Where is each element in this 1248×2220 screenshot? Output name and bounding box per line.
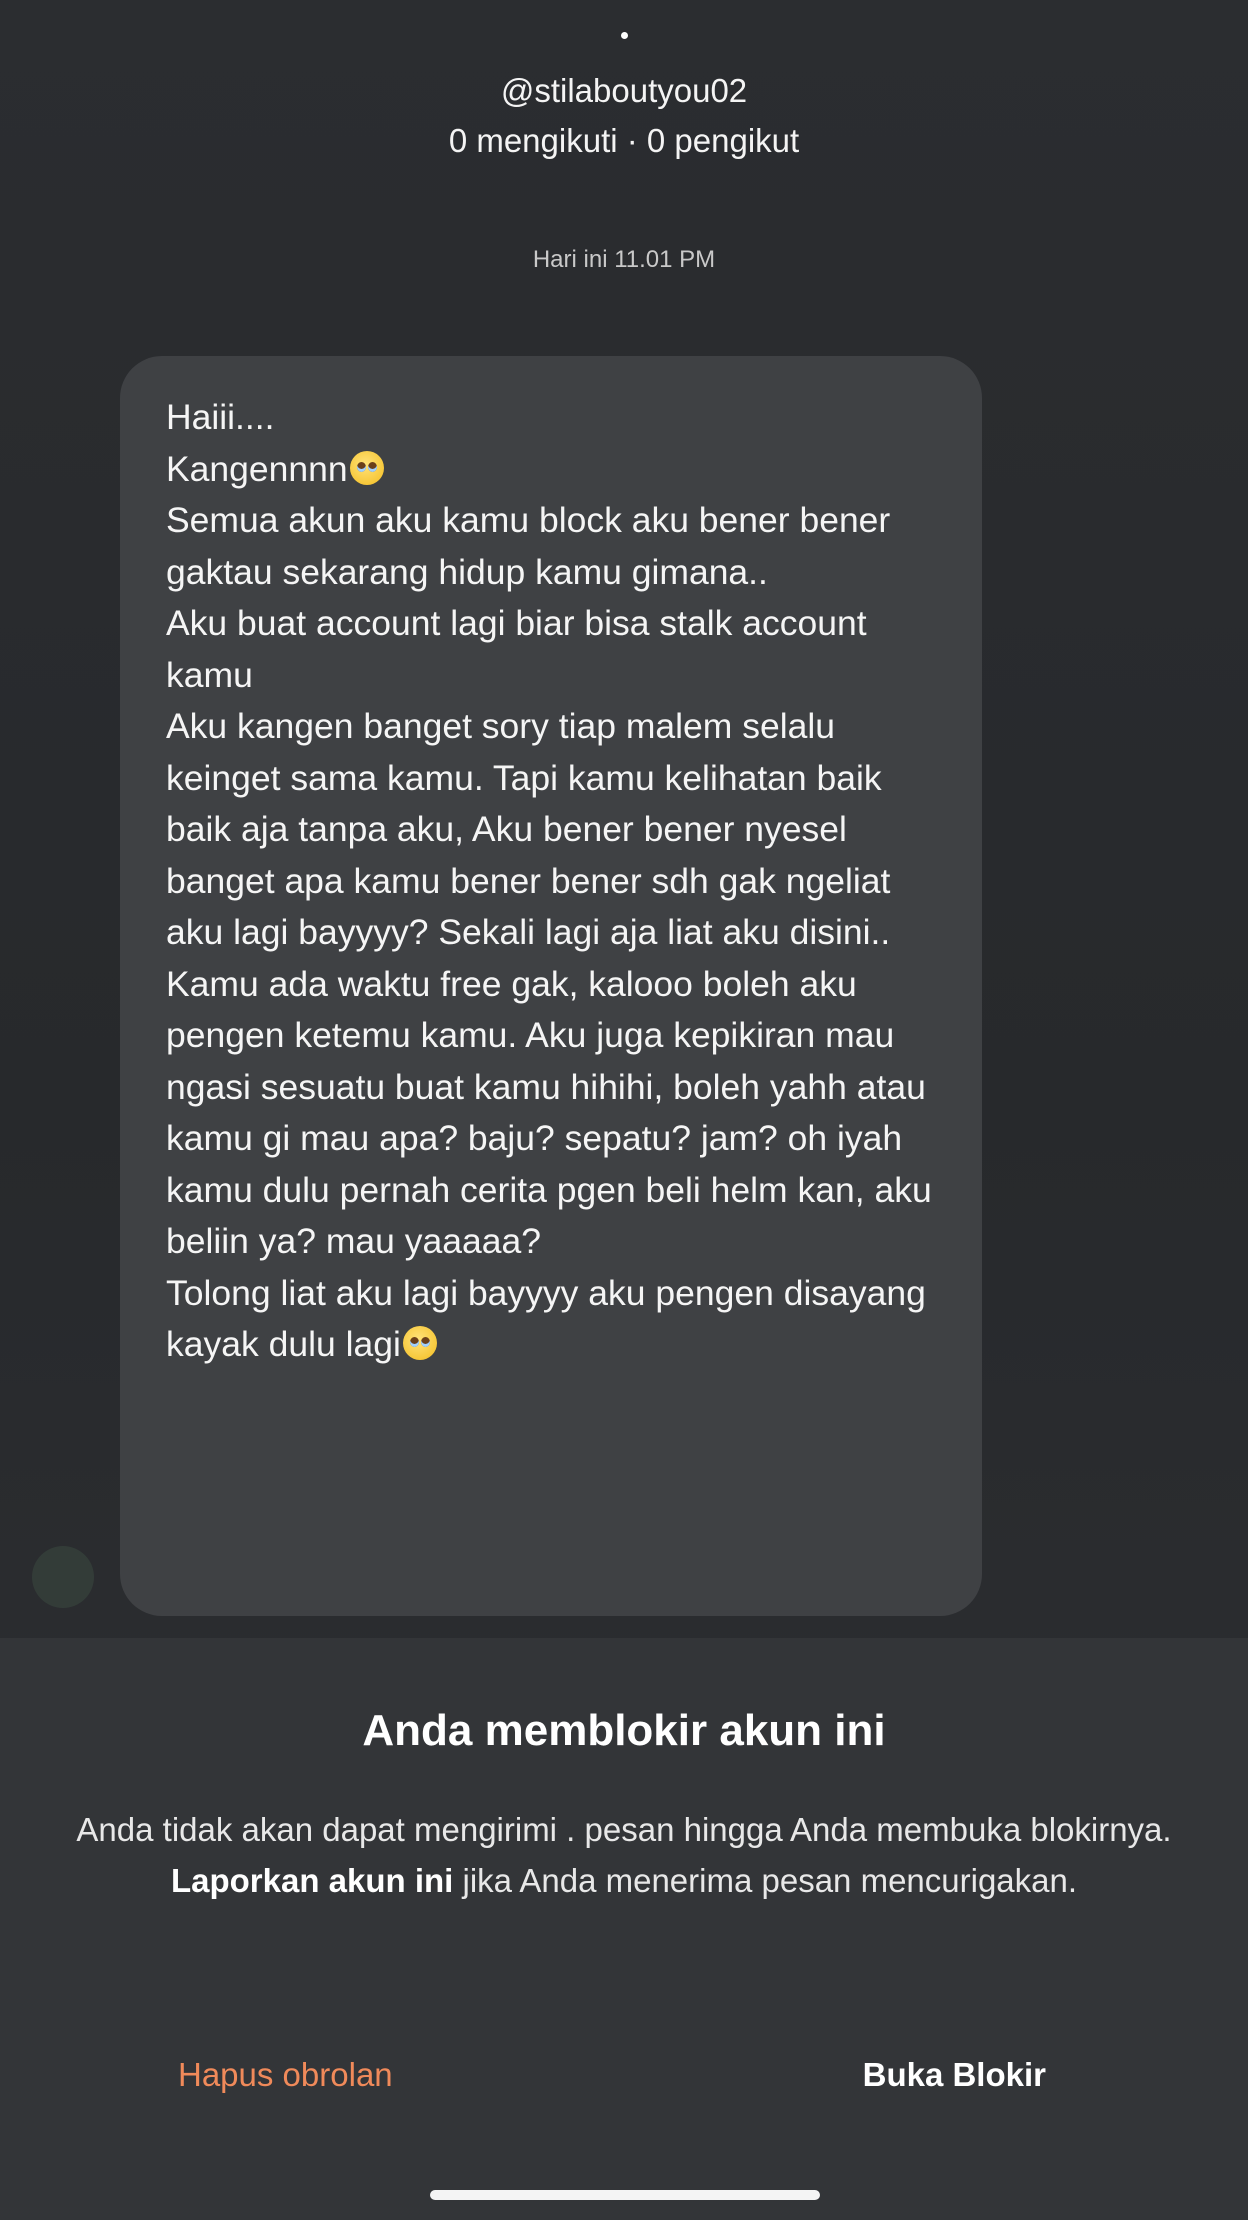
message-line-5: Aku kangen banget sory tiap malem selalu keinget sama kamu. Tapi kamu kelihatan baik baik aja tanpa aku, Aku bener bener nyesel banget apa kamu bener bener sdh gak ngeliat aku lagi bayyyy? Sekali lagi aja liat aku disini.. Kamu ada waktu free gak, kalooo boleh aku pengen ketemu kamu. Aku juga kepikiran mau ngasi sesuatu buat kamu hihihi, boleh yahh atau kamu gi mau apa? baju? sepatu? jam? oh iyah kamu dulu pernah cerita pgen beli helm kan, aku beliin ya? mau yaaaaa? [166, 706, 942, 1261]
message-bubble[interactable] [120, 356, 982, 1616]
message-line-2: Kangennnn [166, 448, 348, 489]
report-account-link[interactable]: Laporkan akun ini [170, 1862, 454, 1899]
sender-avatar[interactable] [32, 1546, 94, 1608]
unblock-button[interactable]: Buka Blokir [862, 2056, 1046, 2093]
message-line-3: Semua akun aku kamu block aku bener bener gaktau sekarang hidup kamu gimana.. [166, 500, 901, 592]
profile-stats: 0 mengikuti · 0 pengikut [448, 122, 800, 159]
message-line-4: Aku buat account lagi biar bisa stalk account kamu [166, 603, 877, 695]
block-notice-title: Anda memblokir akun ini [362, 1706, 886, 1755]
message-line-6: Tolong liat aku lagi bayyyy aku pengen disayang kayak dulu lagi [166, 1272, 936, 1364]
profile-handle[interactable]: @stilaboutyou02 [500, 72, 748, 109]
pleading-face-emoji-icon [350, 451, 384, 485]
message-timestamp: Hari ini 11.01 PM [532, 246, 716, 273]
block-desc-text-1: Anda tidak akan dapat mengirimi . pesan hingga Anda membuka blokirnya. [76, 1811, 1172, 1848]
message-line-1: Haiii.... [166, 397, 275, 437]
home-indicator[interactable] [430, 2190, 820, 2200]
delete-chat-button[interactable]: Hapus obrolan [178, 2056, 393, 2093]
message-text [166, 392, 942, 1371]
block-desc-text-2: jika Anda menerima pesan mencurigakan. [453, 1862, 1078, 1899]
status-dot [621, 32, 628, 39]
pleading-face-emoji-icon [403, 1326, 437, 1360]
block-notice-description [60, 1804, 1188, 1906]
